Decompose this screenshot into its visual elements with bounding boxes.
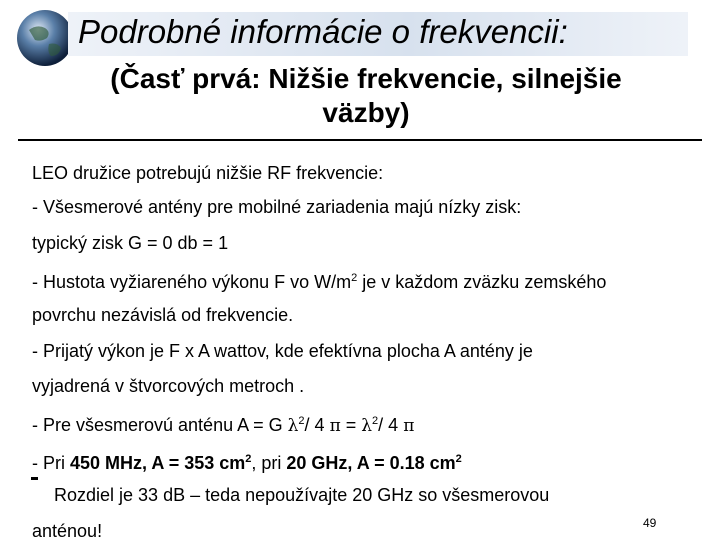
area-20ghz: 20 GHz, A = 0.18 cm (286, 453, 456, 473)
page-number: 49 (643, 516, 657, 530)
slide-subtitle: (Časť prvá: Nižšie frekvencie, silnejšie väzby) (110, 63, 622, 128)
superscript-2: 2 (455, 453, 462, 465)
title-divider (18, 139, 702, 141)
text-line-9 (32, 448, 462, 474)
text-line-7: vyjadrená v štvorcových metroch . (32, 376, 305, 396)
text-line-1: LEO družice potrebujú nižšie RF frekvencie: (32, 163, 384, 183)
dash-bullet (31, 477, 38, 480)
text-line-11: anténou! (32, 521, 103, 541)
superscript-2: 2 (245, 453, 252, 465)
text-line-4 (32, 267, 606, 293)
line-9-middle: , pri (251, 453, 287, 473)
line-4-end: je v každom zväzku zemského (357, 272, 607, 292)
text-line-5: povrchu nezávislá od frekvencie. (32, 305, 294, 325)
text-line-8-formula (32, 410, 414, 437)
formula-divide: / 4 (378, 415, 404, 435)
superscript-2: 2 (298, 415, 305, 427)
line-4-start: - Hustota vyžiareného výkonu F vo W/m (32, 272, 352, 292)
text-line-6: - Prijatý výkon je F x A wattov, kde efektívna plocha A antény je (32, 341, 533, 361)
globe-icon (15, 8, 75, 68)
lambda-symbol: λ (287, 416, 299, 436)
superscript-2: 2 (351, 272, 358, 284)
area-450mhz: 450 MHz, A = 353 cm (70, 453, 246, 473)
text-line-3: typický zisk G = 0 db = 1 (32, 233, 229, 253)
formula-start: - Pre všesmerovú anténu A = G (32, 415, 288, 435)
formula-equals: = (340, 415, 362, 435)
lambda-symbol: λ (361, 416, 373, 436)
text-line-10: Rozdiel je 33 dB – teda nepoužívajte 20 GHz so všesmerovou (54, 485, 550, 505)
superscript-2: 2 (372, 415, 379, 427)
formula-divide: / 4 (304, 415, 330, 435)
pi-symbol: π (403, 416, 415, 436)
slide-title: Podrobné informácie o frekvencii: (78, 13, 568, 50)
text-line-2: - Všesmerové antény pre mobilné zariadenia majú nízky zisk: (32, 197, 522, 217)
pi-symbol: π (329, 416, 341, 436)
line-9-prefix: - Pri (32, 453, 70, 473)
